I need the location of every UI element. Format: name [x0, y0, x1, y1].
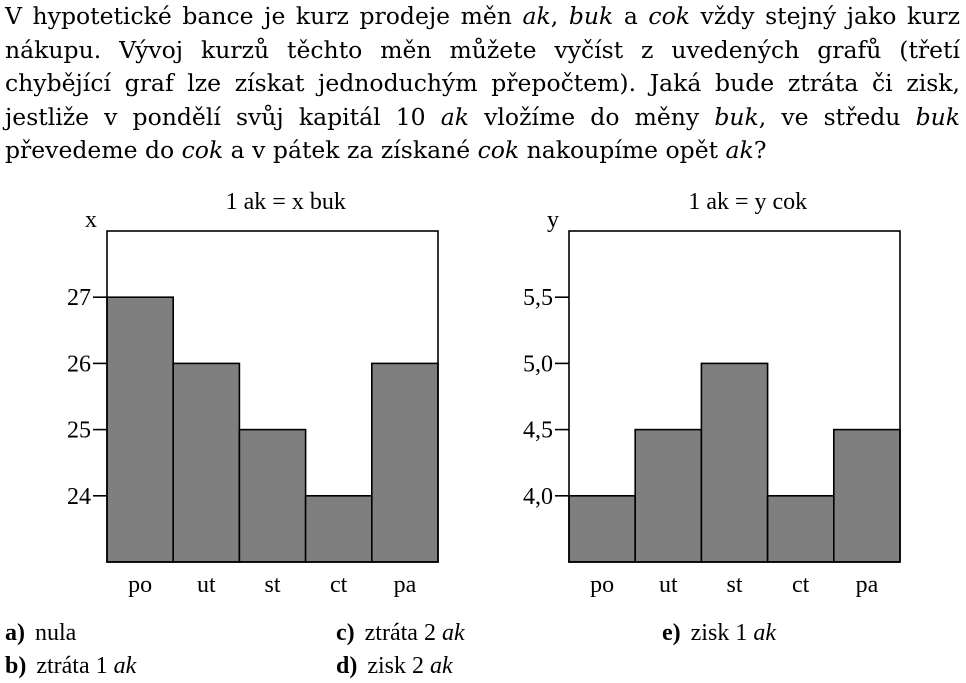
chart-ak-buk — [67, 189, 438, 598]
chart-ak-cok — [523, 189, 900, 598]
question-segment: vložíme do měny — [469, 102, 715, 131]
question-segment: cok — [648, 2, 690, 30]
question-segment: buk — [568, 2, 614, 30]
y-tick-label: 5,5 — [523, 285, 553, 312]
x-tick-label: ct — [330, 572, 348, 598]
question-segment: převedeme do — [5, 136, 182, 164]
bar-ct — [768, 496, 834, 562]
x-tick-label: pa — [393, 572, 417, 598]
bar-st — [701, 363, 767, 562]
option-text: nula — [35, 620, 77, 646]
question-segment: ? — [753, 136, 767, 164]
chart-title: 1 ak = x buk — [225, 189, 346, 215]
option-unit: ak — [441, 620, 465, 646]
bar-ut — [173, 363, 239, 562]
y-tick-label: 4,5 — [523, 417, 553, 444]
y-tick-label: 27 — [67, 285, 91, 312]
y-tick-label: 25 — [67, 417, 91, 444]
question-segment: ak — [522, 2, 551, 30]
question-segment: ak — [440, 102, 470, 131]
x-tick-label: st — [726, 572, 743, 598]
option-b[interactable] — [5, 653, 136, 680]
question-segment: buk — [915, 102, 960, 131]
question-segment: V hypotetické bance je kurz prodeje měn — [5, 2, 523, 30]
option-d[interactable] — [336, 653, 453, 680]
bar-st — [239, 430, 305, 562]
question-segment: , ve středu — [758, 102, 916, 131]
x-tick-label: po — [590, 572, 615, 598]
question-segment: vždy stejný jako kurz nákupu. Vývoj kurzů těchto měn můžete vyčíst z uvedených grafů (třetí chybějící graf lze získat jednoduchým přepočtem). Jaká bude ztráta či zisk, jestliže v pondělí svůj kapitál 10 — [5, 2, 961, 131]
bar-po — [569, 496, 635, 562]
question-segment: , — [550, 2, 569, 30]
bar-ct — [306, 496, 372, 562]
option-letter: c) — [336, 620, 355, 646]
option-text: ztráta 1 — [36, 653, 114, 679]
option-e[interactable] — [662, 620, 776, 647]
question-segment: ak — [725, 136, 754, 164]
question-segment: cok — [181, 136, 224, 164]
x-tick-label: ut — [196, 572, 216, 598]
option-unit: ak — [113, 653, 137, 679]
question-segment: buk — [714, 102, 759, 131]
bar-ut — [635, 430, 701, 562]
option-text: ztráta 2 — [364, 620, 442, 646]
question-segment: cok — [477, 136, 520, 164]
option-letter: d) — [336, 653, 358, 679]
bar-pa — [834, 430, 900, 562]
option-letter: a) — [5, 620, 25, 646]
option-c[interactable] — [336, 620, 465, 647]
option-unit: ak — [753, 620, 776, 646]
bar-pa — [372, 363, 438, 562]
x-tick-label: po — [128, 572, 153, 598]
question-segment: a v pátek za získané — [223, 136, 478, 164]
y-tick-label: 26 — [67, 351, 91, 378]
y-tick-label: 5,0 — [523, 351, 553, 378]
option-unit: ak — [430, 653, 453, 679]
x-tick-label: ut — [658, 572, 678, 598]
x-tick-label: st — [264, 572, 281, 598]
x-tick-label: ct — [792, 572, 810, 598]
y-tick-label: 4,0 — [523, 483, 553, 510]
y-axis-label: y — [547, 207, 559, 233]
y-tick-label: 24 — [67, 483, 91, 510]
chart-title: 1 ak = y cok — [688, 189, 808, 215]
option-text: zisk 2 — [367, 653, 431, 679]
option-letter: b) — [5, 653, 27, 679]
option-text: zisk 1 — [690, 620, 754, 646]
option-letter: e) — [662, 620, 681, 646]
x-tick-label: pa — [855, 572, 879, 598]
bar-po — [107, 297, 173, 562]
question-segment: a — [613, 2, 649, 30]
option-a[interactable] — [5, 620, 76, 647]
question-segment: nakoupíme opět — [519, 136, 726, 164]
y-axis-label: x — [85, 207, 97, 233]
